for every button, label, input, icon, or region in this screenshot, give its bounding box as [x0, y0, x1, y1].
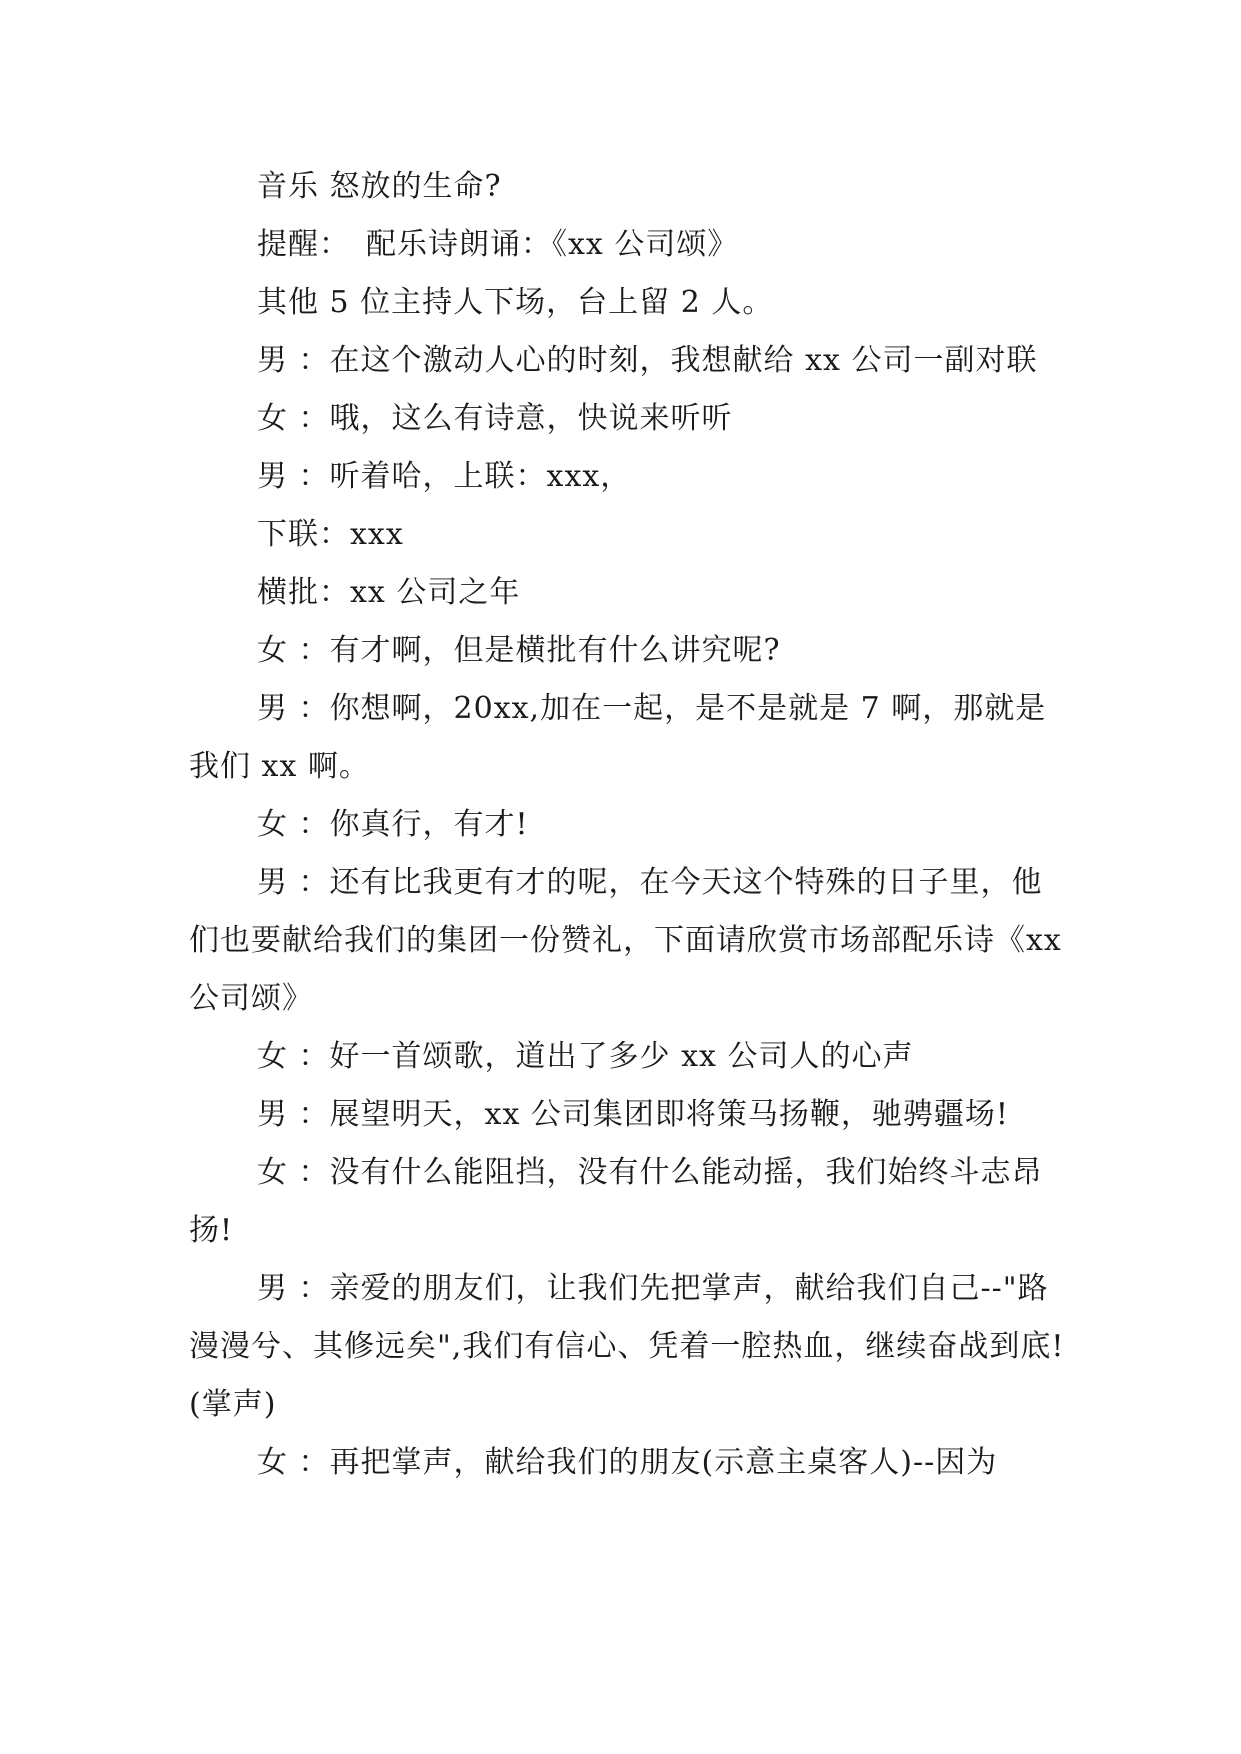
- paragraph: 女 ：你真行，有才!: [257, 807, 529, 842]
- paragraph: 女 ：没有什么能阻挡，没有什么能动摇，我们始终斗志昂扬!: [189, 1155, 1043, 1248]
- paragraph: 横批：xx 公司之年: [257, 575, 521, 610]
- paragraph: 女 ：好一首颂歌，道出了多少 xx 公司人的心声: [257, 1039, 914, 1074]
- paragraph: 男 ：展望明天，xx 公司集团即将策马扬鞭，驰骋疆场!: [257, 1097, 1009, 1132]
- paragraph: 男 ：你想啊，20xx,加在一起，是不是就是 7 啊，那就是我们 xx 啊。: [189, 691, 1047, 784]
- paragraph: 其他 5 位主持人下场，台上留 2 人。: [257, 285, 774, 320]
- paragraph: 音乐 怒放的生命?: [257, 169, 502, 204]
- document-body: [189, 158, 1069, 1492]
- paragraph: 男 ：亲爱的朋友们，让我们先把掌声，献给我们自己--"路漫漫兮、其修远矣",我们有信心、凭着一腔热血，继续奋战到底!(掌声): [189, 1271, 1065, 1422]
- paragraph: 男 ：还有比我更有才的呢，在今天这个特殊的日子里，他们也要献给我们的集团一份赞礼，下面请欣赏市场部配乐诗《xx 公司颂》: [189, 865, 1062, 1016]
- paragraph: 男 ：听着哈，上联：xxx，: [257, 459, 632, 494]
- paragraph: 女 ：哦，这么有诗意，快说来听听: [257, 401, 733, 436]
- paragraph: 提醒： 配乐诗朗诵：《xx 公司颂》: [257, 227, 739, 262]
- paragraph: 女 ：有才啊，但是横批有什么讲究呢?: [257, 633, 781, 668]
- paragraph: 男 ：在这个激动人心的时刻，我想献给 xx 公司一副对联: [257, 343, 1038, 378]
- paragraph: 下联：xxx: [257, 517, 404, 552]
- paragraph: 女 ：再把掌声，献给我们的朋友(示意主桌客人)--因为: [257, 1445, 998, 1480]
